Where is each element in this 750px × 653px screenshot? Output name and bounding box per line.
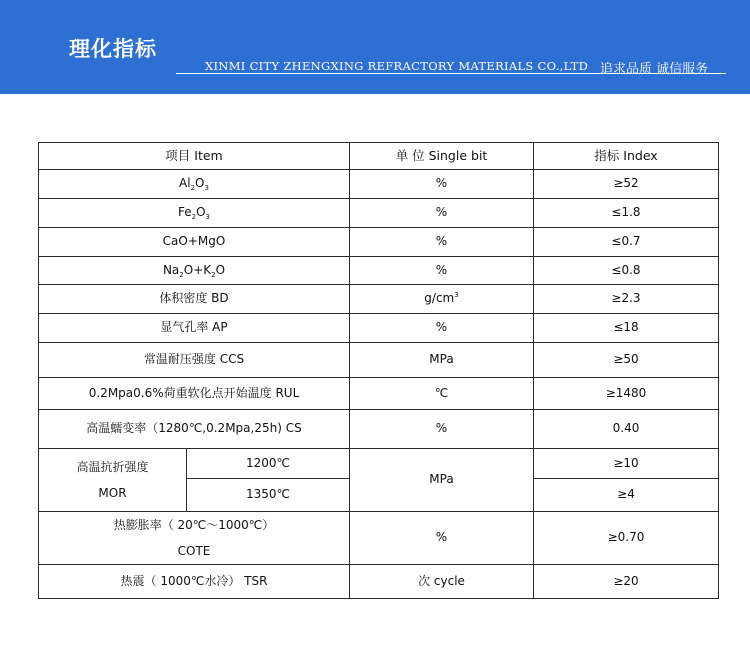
item-ap: 显气孔率 AP xyxy=(39,314,350,343)
table-row xyxy=(39,199,719,228)
item-na2ok2o: $Na_2O+K_2O$ xyxy=(39,257,350,285)
unit-cell: % xyxy=(350,410,534,449)
header-banner xyxy=(0,0,750,94)
value-cell: ≤18 xyxy=(534,314,719,343)
unit-cell: $g/cm^3$ xyxy=(350,285,534,314)
value-cell: ≥0.70 xyxy=(534,512,719,565)
item-mor: 高温抗折强度 MOR xyxy=(39,449,187,512)
table-row xyxy=(39,285,719,314)
value-cell: ≥50 xyxy=(534,343,719,378)
temp-cell: 1200℃ xyxy=(187,449,350,479)
unit-cell: % xyxy=(350,314,534,343)
item-ccs: 常温耐压强度 CCS xyxy=(39,343,350,378)
header-unit: 单 位 Single bit xyxy=(350,143,534,170)
item-rul: 0.2Mpa0.6%荷重软化点开始温度 RUL xyxy=(39,378,350,410)
unit-cell: % xyxy=(350,257,534,285)
slogan: 追求品质 诚信服务 xyxy=(600,62,709,77)
item-fe2o3: $Fe_2O_3$ xyxy=(39,199,350,228)
table-row xyxy=(39,378,719,410)
value-cell: ≥52 xyxy=(534,170,719,199)
table-row xyxy=(39,228,719,257)
item-tsr: 热震（ 1000℃水冷） TSR xyxy=(39,565,350,599)
value-cell: ≥20 xyxy=(534,565,719,599)
table-row xyxy=(39,314,719,343)
unit-cell: % xyxy=(350,199,534,228)
company-name: XINMI CITY ZHENGXING REFRACTORY MATERIALS CO.,LTD xyxy=(205,59,589,73)
unit-cell: % xyxy=(350,170,534,199)
page-title: 理化指标 xyxy=(69,37,157,61)
value-cell: ≥2.3 xyxy=(534,285,719,314)
item-bd: 体积密度 BD xyxy=(39,285,350,314)
header-item: 项目 Item xyxy=(39,143,350,170)
header-index: 指标 Index xyxy=(534,143,719,170)
table-row xyxy=(39,257,719,285)
unit-cell: % xyxy=(350,228,534,257)
item-camgo: CaO+MgO xyxy=(39,228,350,257)
temp-cell: 1350℃ xyxy=(187,479,350,512)
unit-cell: % xyxy=(350,512,534,565)
item-creep: 高温蠕变率（1280℃,0.2Mpa,25h) CS xyxy=(39,410,350,449)
table-row xyxy=(39,449,719,479)
value-cell: ≥4 xyxy=(534,479,719,512)
value-cell: ≤0.8 xyxy=(534,257,719,285)
table-header-row xyxy=(39,143,719,170)
item-cote: 热膨胀率（ 20℃～1000℃） COTE xyxy=(39,512,350,565)
value-cell: ≤0.7 xyxy=(534,228,719,257)
table-row xyxy=(39,410,719,449)
spec-table xyxy=(38,142,719,599)
unit-cell: MPa xyxy=(350,343,534,378)
table-row xyxy=(39,565,719,599)
unit-cell: 次 cycle xyxy=(350,565,534,599)
value-cell: ≤1.8 xyxy=(534,199,719,228)
table-row xyxy=(39,512,719,565)
unit-cell: ℃ xyxy=(350,378,534,410)
item-al2o3: $Al_2O_3$ xyxy=(39,170,350,199)
unit-cell: MPa xyxy=(350,449,534,512)
table-row xyxy=(39,343,719,378)
value-cell: 0.40 xyxy=(534,410,719,449)
value-cell: ≥1480 xyxy=(534,378,719,410)
value-cell: ≥10 xyxy=(534,449,719,479)
table-row xyxy=(39,170,719,199)
